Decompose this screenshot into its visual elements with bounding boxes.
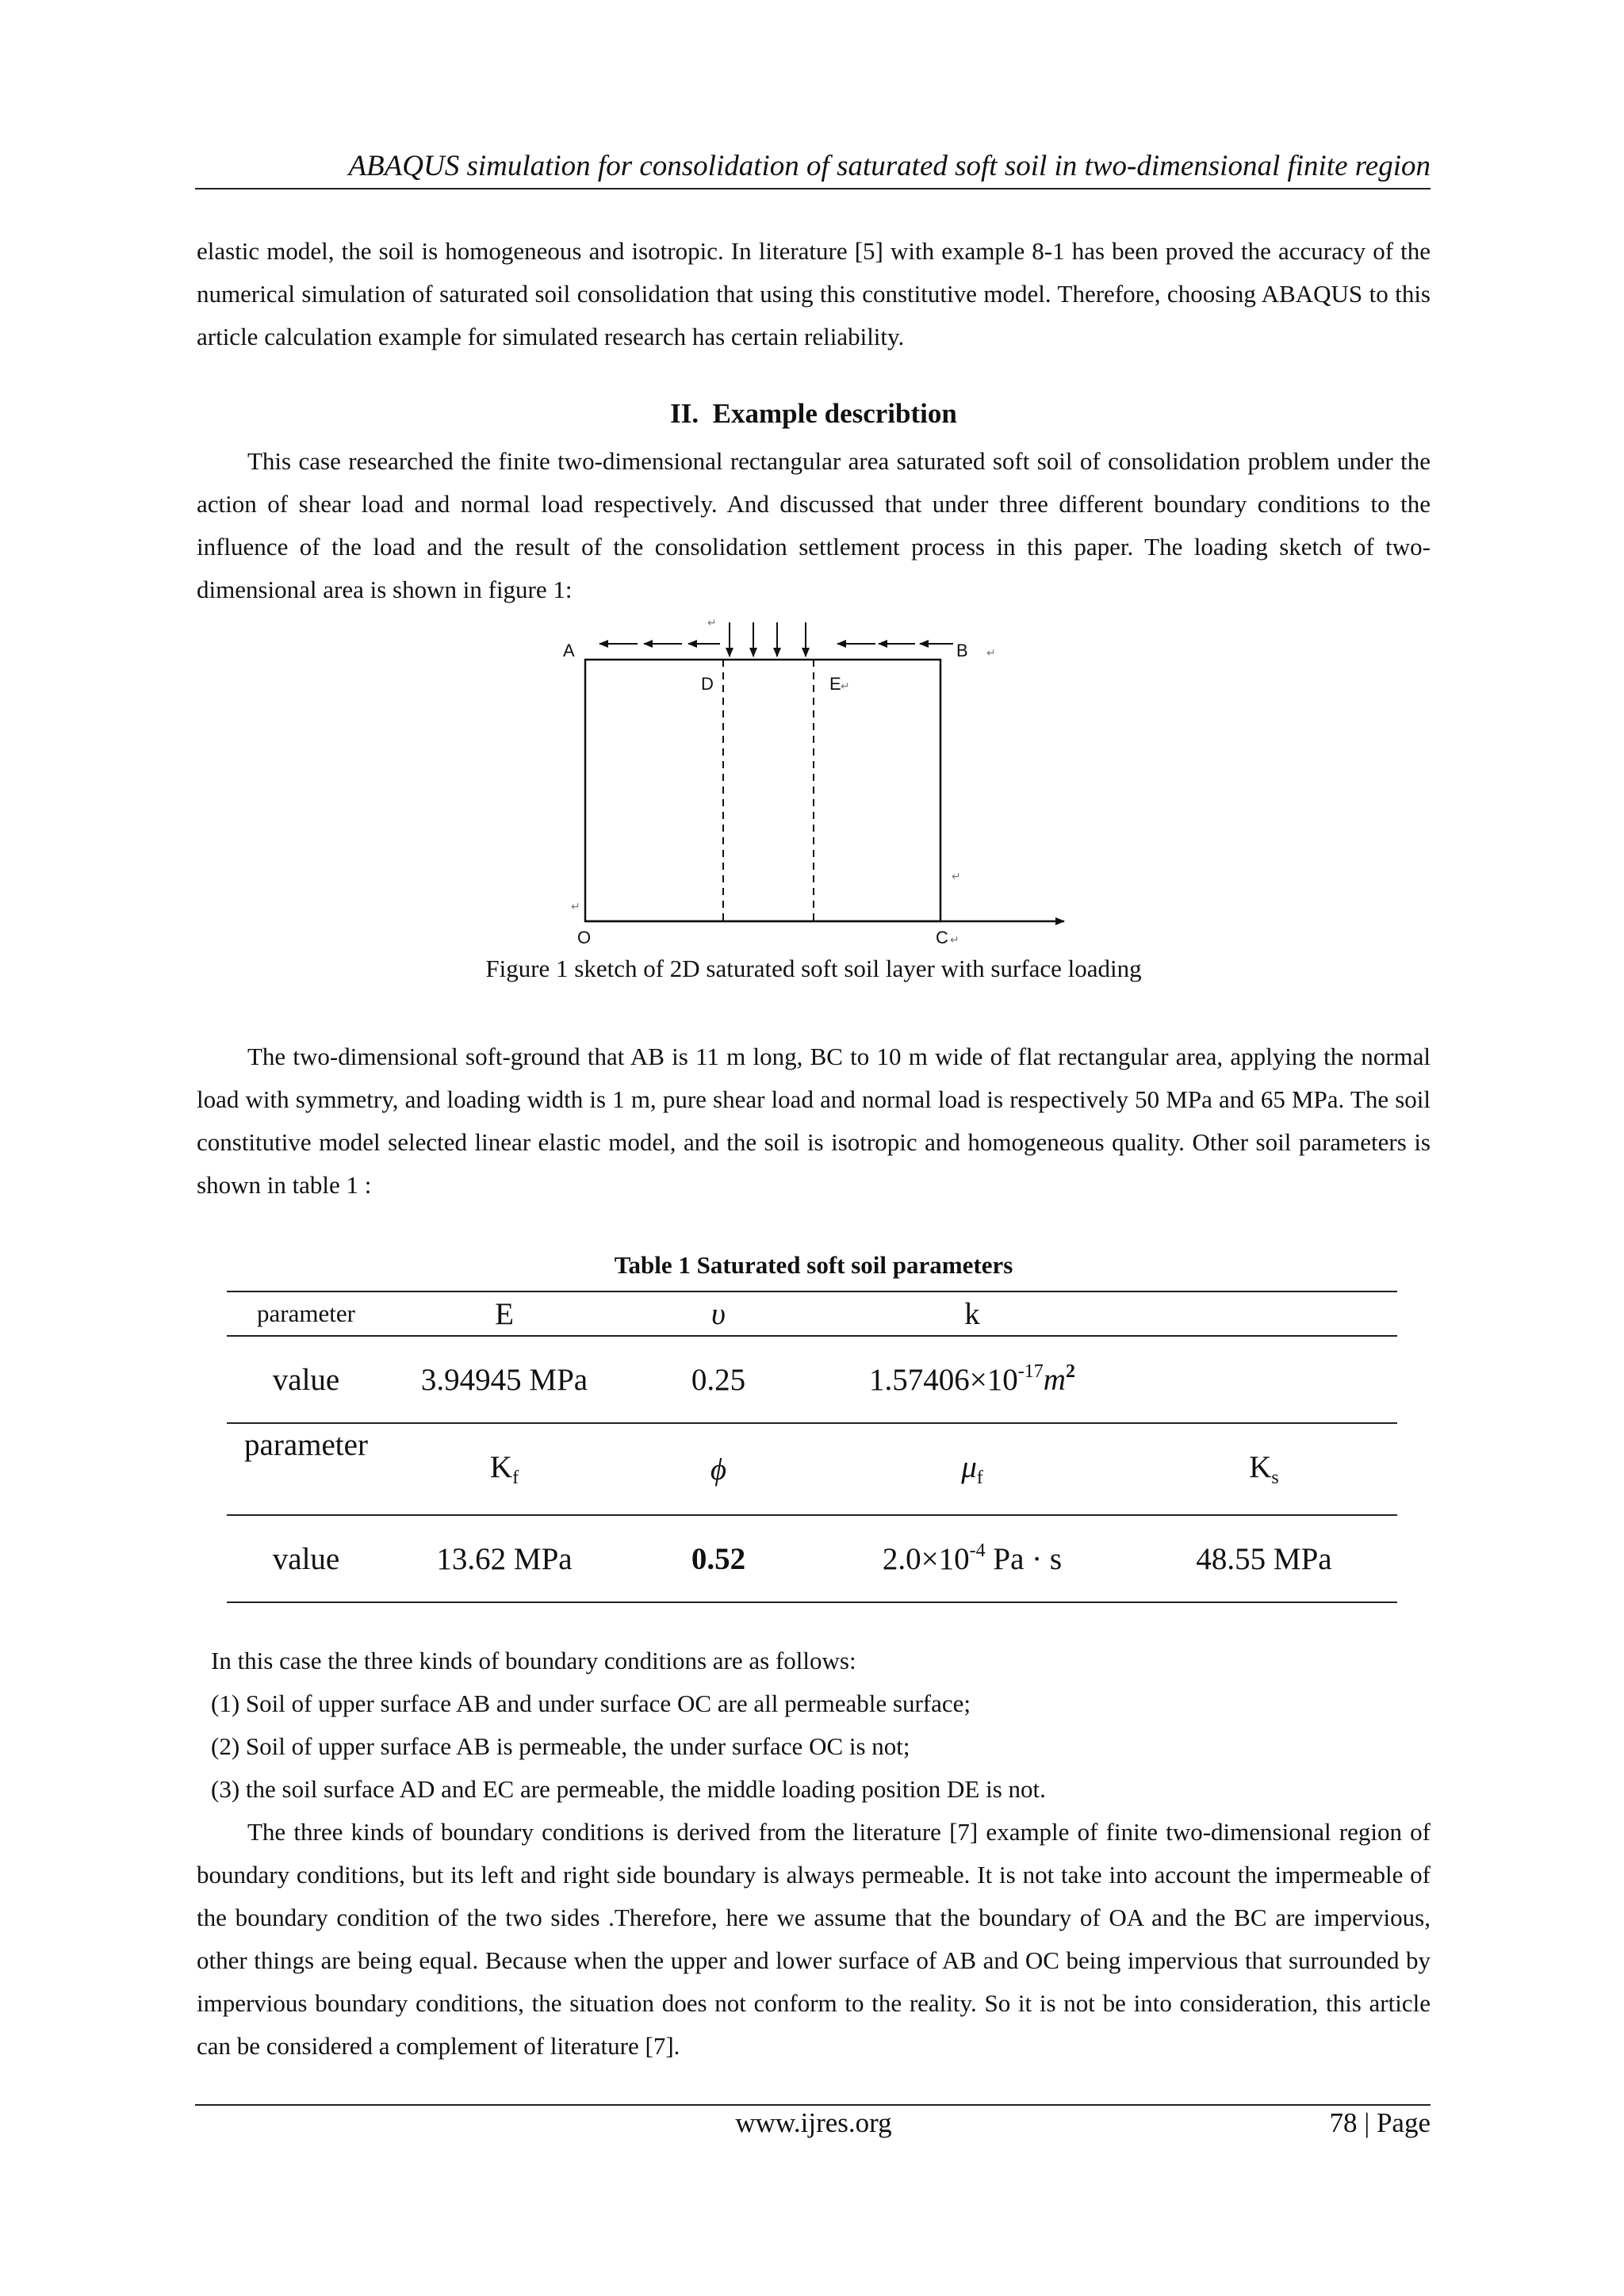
paragraph-2: The two-dimensional soft-ground that AB is 11 m long, BC to 10 m wide of flat rectangular area, applying the normal load with symmetry, and loading width is 1 m, pure shear load and normal load is respectively 50 MPa and 65 MPa. The soil constitutive model selected linear elastic model, and the soil is isotropic and homogeneous quality. Other soil parameters is shown in table 1 :	[197, 1043, 1431, 1199]
table-row	[227, 1336, 1397, 1423]
intro-paragraph: elastic model, the soil is homogeneous and isotropic. In literature [5] with example 8-1 has been proved the accuracy of the numerical simulation of saturated soil consolidation that using this constitutive model. Therefore, choosing ABAQUS to this article calculation example for simulated research has certain reliability.	[197, 237, 1431, 350]
empty-cell	[1131, 1336, 1397, 1423]
figure-1	[539, 610, 1078, 947]
param-phi: ϕ	[623, 1423, 814, 1515]
param-e: E	[385, 1292, 623, 1336]
table-row	[227, 1292, 1397, 1336]
param-muf-subscript: f	[976, 1468, 983, 1488]
table-row	[227, 1515, 1397, 1602]
value-phi: 0.52	[623, 1515, 814, 1602]
section-paragraph-1: This case researched the finite two-dimensional rectangular area saturated soft soil of consolidation problem under the action of shear load and normal load respectively. And discussed that under three different boundary conditions to the influence of the load and the result of the consolidation settlement process in this paper. The loading sketch of two-dimensional area is shown in figure 1:	[197, 447, 1431, 603]
value-e: 3.94945 MPa	[385, 1336, 623, 1423]
label-c: C	[936, 928, 948, 943]
value-ks: 48.55 MPa	[1131, 1515, 1397, 1602]
table-row	[227, 1423, 1397, 1515]
value-muf	[814, 1515, 1131, 1602]
return-mark: ↵	[950, 934, 959, 943]
value-poisson: 0.25	[623, 1336, 814, 1423]
row-label: value	[227, 1336, 385, 1423]
row-label: parameter	[227, 1423, 385, 1515]
list-item: (1) Soil of upper surface AB and under surface OC are all permeable surface;	[211, 1689, 971, 1717]
value-muf-unit: Pa · s	[993, 1542, 1063, 1576]
page-number: 78 | Page	[1329, 2107, 1431, 2138]
list-item: (2) Soil of upper surface AB is permeable, the under surface OC is not;	[211, 1732, 910, 1760]
value-k-unit: m	[1043, 1363, 1066, 1397]
value-k-base: 1.57406×10	[869, 1363, 1018, 1397]
param-kf-subscript: f	[512, 1468, 519, 1488]
value-muf-exponent: -4	[969, 1540, 986, 1561]
param-poisson: υ	[623, 1292, 814, 1336]
list-item: (3) the soil surface AD and EC are permeable, the middle loading position DE is not.	[211, 1775, 1046, 1803]
section-heading	[197, 398, 1431, 430]
parameters-table	[227, 1291, 1397, 1603]
param-kf	[385, 1423, 623, 1515]
boundary-intro: In this case the three kinds of boundary conditions are as follows:	[211, 1647, 856, 1674]
row-label: value	[227, 1515, 385, 1602]
table-caption: Table 1 Saturated soft soil parameters	[614, 1251, 1013, 1279]
paragraph-3: The three kinds of boundary conditions is derived from the literature [7] example of finite two-dimensional region of boundary conditions, but its left and right side boundary is always permeable. It is not take into account the impermeable of the boundary condition of the two sides .Therefore, here we assume that the boundary of OA and the BC are impervious, other things are being equal. Because when the upper and lower surface of AB and OC being impervious that surrounded by impervious boundary conditions, the situation does not conform to the reality. So it is not be into consideration, this article can be considered a complement of literature [7].	[197, 1818, 1431, 2060]
value-k-exponent: -17	[1017, 1361, 1044, 1382]
param-kf-symbol: K	[489, 1450, 513, 1484]
param-muf	[814, 1423, 1131, 1515]
footer-rule	[195, 2104, 1431, 2106]
loading-sketch	[539, 610, 1078, 943]
return-mark: ↵	[952, 871, 961, 883]
figure-caption: Figure 1 sketch of 2D saturated soft soil layer with surface loading	[485, 955, 1142, 982]
return-mark: ↵	[841, 680, 850, 693]
running-header	[195, 149, 1431, 189]
header-title: ABAQUS simulation for consolidation of saturated soft soil in two-dimensional finite region	[348, 150, 1431, 182]
param-k: k	[814, 1292, 1131, 1336]
param-ks	[1131, 1423, 1397, 1515]
return-mark: ↵	[571, 901, 580, 913]
return-mark: ↵	[986, 647, 996, 660]
param-ks-subscript: s	[1271, 1468, 1279, 1488]
param-ks-symbol: K	[1249, 1450, 1272, 1484]
value-k	[814, 1336, 1131, 1423]
param-muf-symbol: μ	[961, 1450, 977, 1484]
label-o: O	[577, 928, 592, 943]
footer-url: www.ijres.org	[735, 2107, 892, 2138]
label-b: B	[956, 641, 968, 660]
boundary-conditions	[211, 1640, 1432, 1811]
label-d: D	[701, 674, 714, 694]
value-k-unit-exponent: 2	[1065, 1361, 1075, 1382]
value-kf: 13.62 MPa	[385, 1515, 623, 1602]
row-label: parameter	[227, 1292, 385, 1336]
soil-region-outline	[585, 660, 940, 921]
value-muf-base: 2.0×10	[882, 1542, 970, 1576]
label-a: A	[563, 641, 575, 660]
return-mark: ↵	[707, 617, 717, 629]
label-e: E	[829, 674, 841, 694]
section-number: II.	[670, 398, 699, 429]
empty-cell	[1131, 1292, 1397, 1336]
section-title: Example describtion	[712, 398, 957, 429]
